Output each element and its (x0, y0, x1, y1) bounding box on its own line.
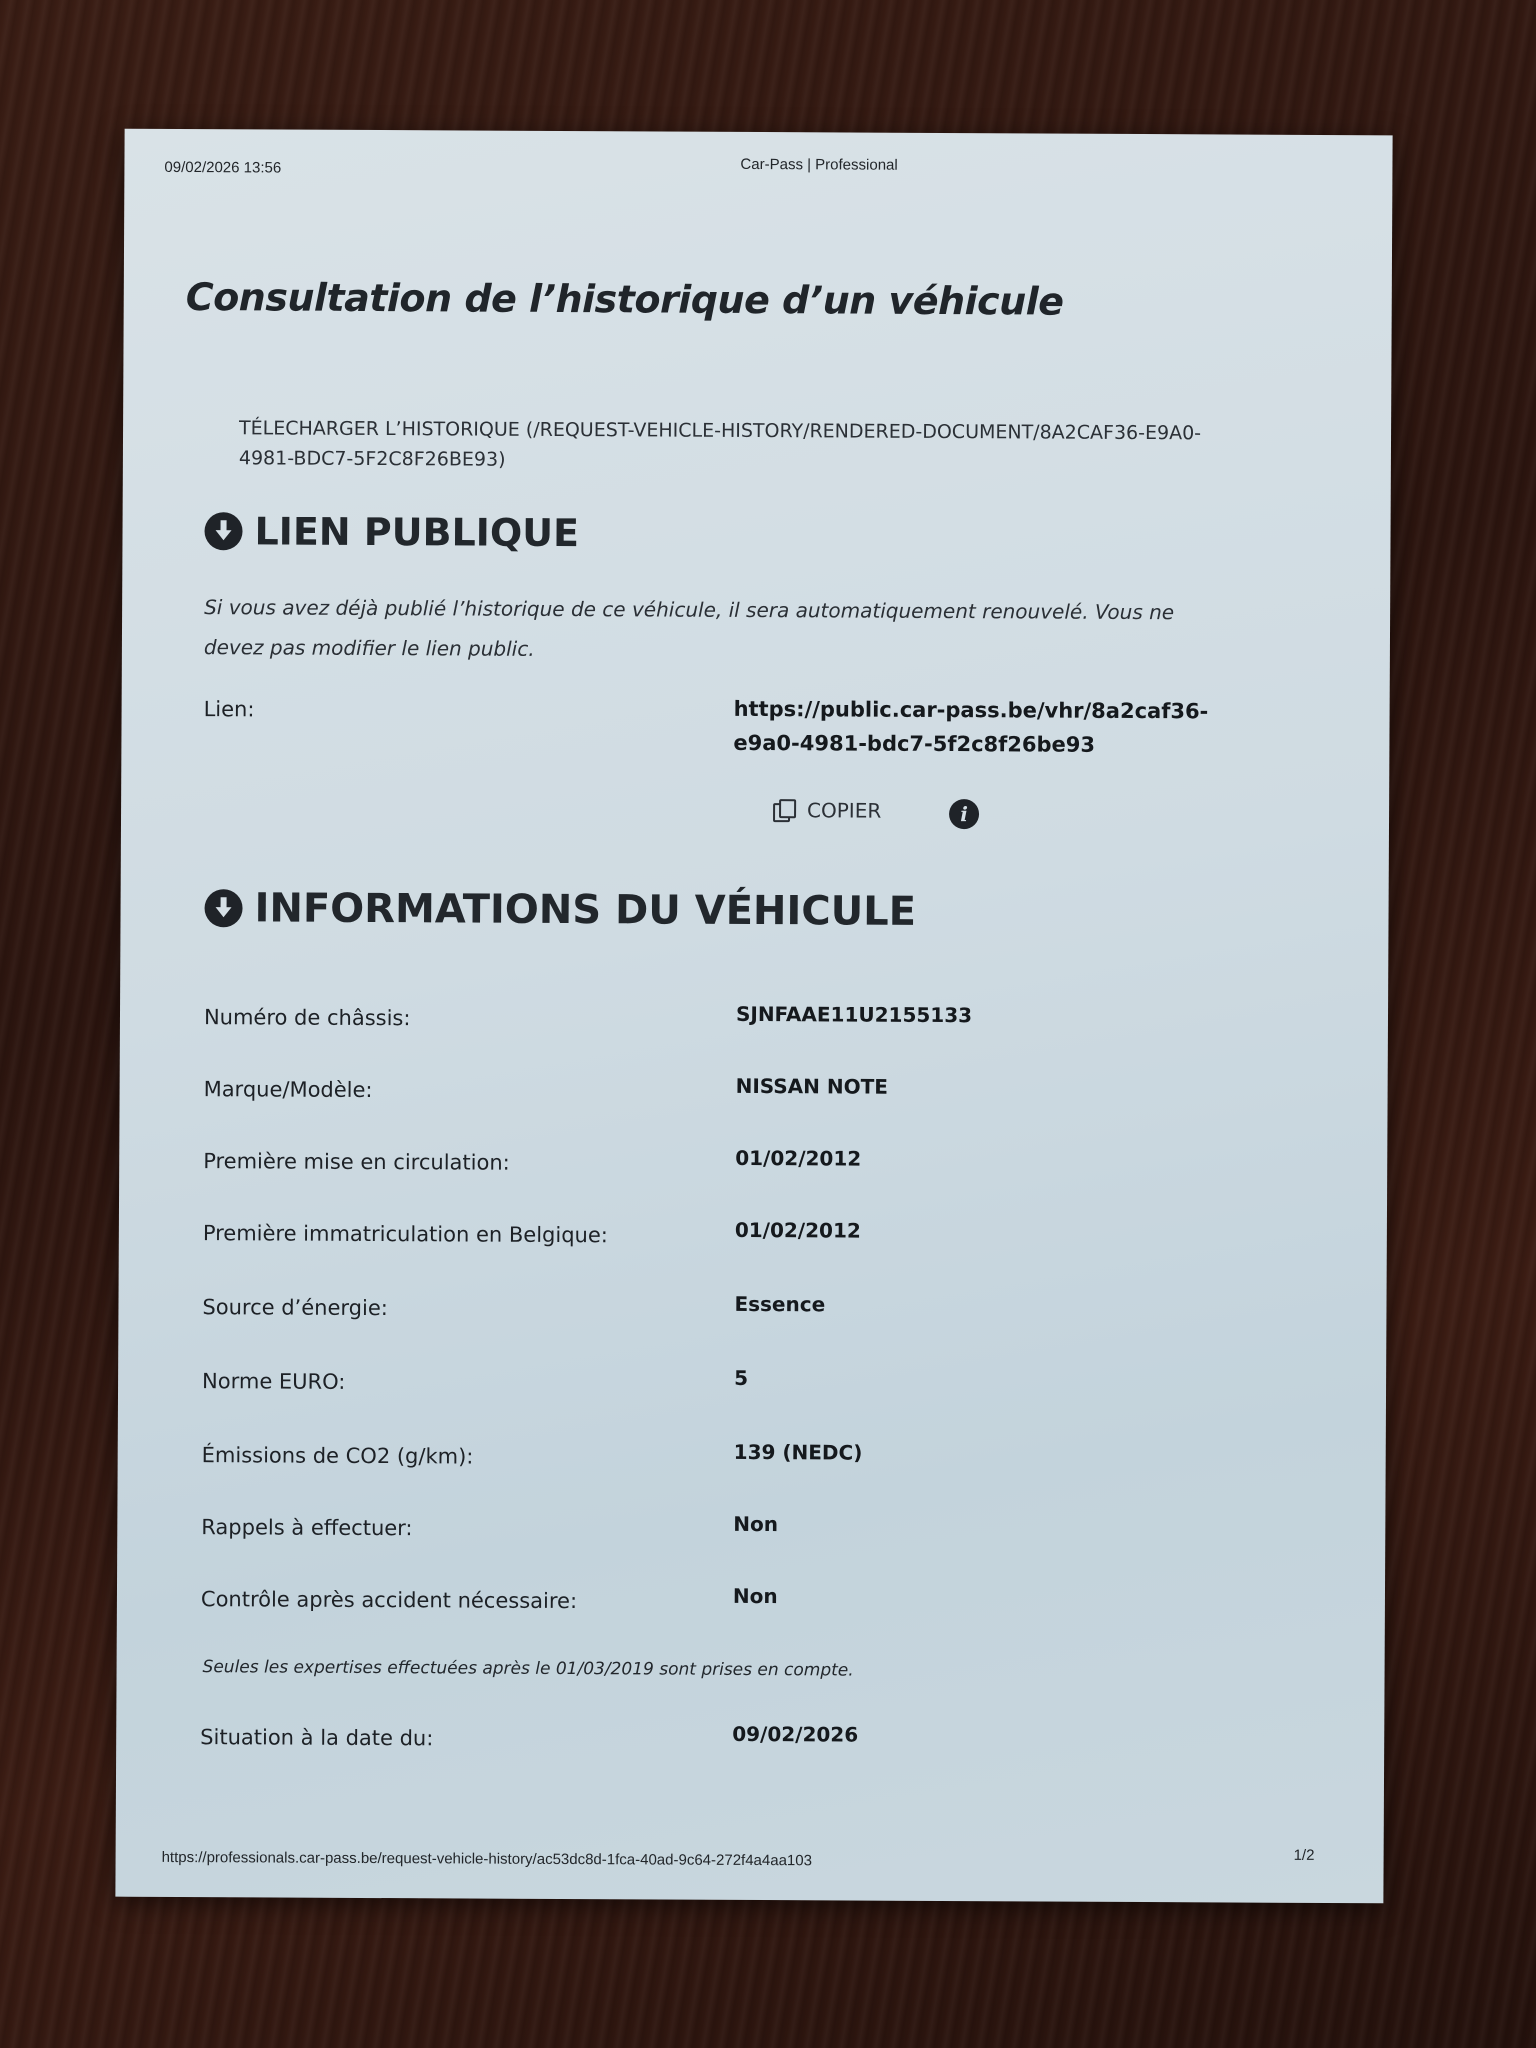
info-row-co2-emissions (201, 1439, 1302, 1489)
info-row-situation-date (200, 1721, 1300, 1771)
link-label: Lien: (203, 697, 255, 722)
info-value: 09/02/2026 (732, 1721, 859, 1747)
copy-button-label: COPIER (807, 798, 882, 823)
copy-icon (773, 799, 795, 821)
public-link-url[interactable]: https://public.car-pass.be/vhr/8a2caf36-e9a0-4981-bdc7-5f2c8f26be93 (733, 696, 1209, 757)
info-row-first-registration (203, 1145, 1303, 1195)
info-label: Rappels à effectuer: (201, 1515, 413, 1541)
info-value: 139 (NEDC) (733, 1439, 863, 1465)
info-label: Source d’énergie: (202, 1295, 388, 1321)
printed-page (115, 129, 1392, 1904)
info-row-first-belgian-registration (202, 1217, 1303, 1267)
section-public-link-title: LIEN PUBLIQUE (254, 509, 580, 556)
info-row-euro-norm (202, 1365, 1302, 1415)
info-label: Première mise en circulation: (203, 1149, 510, 1175)
info-icon[interactable]: i (949, 799, 979, 829)
section-vehicle-info-heading[interactable] (204, 885, 916, 935)
info-label: Numéro de châssis: (203, 1005, 411, 1031)
public-link-note: Si vous avez déjà publié l’historique de ce véhicule, il sera automatiquement renouvelé. Vous ne devez pas modifier le lien public. (203, 595, 1175, 661)
info-label: Première immatriculation en Belgique: (202, 1221, 608, 1248)
arrow-down-circle-icon (204, 889, 242, 927)
copy-button[interactable] (773, 798, 881, 823)
info-row-recalls (201, 1511, 1301, 1561)
print-footer-url: https://professionals.car-pass.be/request-vehicle-history/ac53dc8d-1fca-40ad-9c64-272f4a4aa103 (161, 1848, 813, 1870)
expertise-footnote: Seules les expertises effectuées après le 01/03/2019 sont prises en compte. (202, 1657, 854, 1681)
info-row-accident-check (200, 1583, 1301, 1633)
info-label: Norme EURO: (202, 1369, 346, 1394)
info-value: 01/02/2012 (735, 1145, 862, 1171)
info-label: Contrôle après accident nécessaire: (200, 1587, 578, 1614)
arrow-down-circle-icon (204, 512, 242, 550)
info-label: Situation à la date du: (200, 1725, 434, 1751)
info-label: Marque/Modèle: (203, 1077, 373, 1103)
info-value: SJNFAAE11U2155133 (735, 1001, 973, 1028)
section-public-link-heading[interactable] (204, 509, 579, 555)
print-page-title: Car-Pass | Professional (740, 155, 898, 174)
info-row-make-model (203, 1073, 1303, 1123)
info-value: 5 (734, 1365, 749, 1390)
document-title: Consultation de l’historique d’un véhicule (185, 275, 1064, 324)
print-datetime: 09/02/2026 13:56 (164, 158, 282, 177)
info-row-energy-source (202, 1291, 1302, 1341)
info-value: Non (732, 1583, 778, 1609)
info-value: Non (733, 1511, 779, 1537)
info-label: Émissions de CO2 (g/km): (201, 1443, 474, 1469)
download-history-link[interactable]: TÉLECHARGER L’HISTORIQUE (/REQUEST-VEHICLE-HISTORY/RENDERED-DOCUMENT/8A2CAF36-E9A0-4981-BDC7-5F2C8F26BE93) (238, 417, 1202, 471)
info-value: Essence (734, 1291, 826, 1317)
info-value: NISSAN NOTE (735, 1073, 889, 1099)
section-vehicle-info-title: INFORMATIONS DU VÉHICULE (254, 885, 917, 935)
info-row-chassis (203, 1001, 1304, 1051)
info-value: 01/02/2012 (734, 1217, 861, 1243)
print-page-number: 1/2 (1293, 1846, 1315, 1864)
